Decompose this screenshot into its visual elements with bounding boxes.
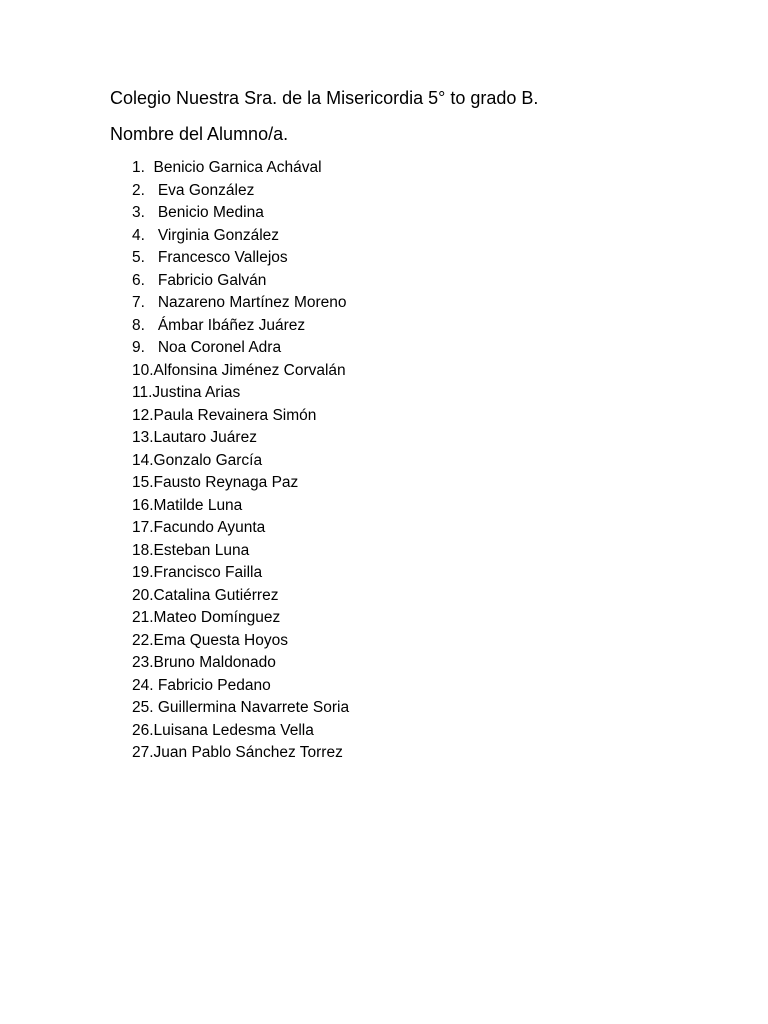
list-item (132, 472, 349, 495)
list-item (132, 225, 349, 248)
list-item (132, 540, 349, 563)
student-entry: 7. Nazareno Martínez Moreno (132, 294, 347, 311)
student-entry: 2. Eva González (132, 181, 255, 199)
student-entry: 24. Fabricio Pedano (132, 676, 271, 694)
student-entry: 21.Mateo Domínguez (132, 609, 281, 626)
student-entry: 15.Fausto Reynaga Paz (132, 474, 299, 491)
list-item (132, 495, 349, 518)
student-entry: 20.Catalina Gutiérrez (132, 586, 279, 604)
list-item (132, 315, 349, 338)
student-entry: 6. Fabricio Galván (132, 271, 267, 289)
list-item (132, 405, 349, 428)
list-item (132, 585, 349, 608)
list-item (132, 630, 349, 653)
list-item (132, 652, 349, 675)
student-entry: 16.Matilde Luna (132, 496, 243, 514)
list-item (132, 157, 349, 180)
student-entry: 23.Bruno Maldonado (132, 654, 276, 671)
list-item (132, 720, 349, 743)
list-item (132, 382, 349, 405)
student-entry: 12.Paula Revainera Simón (132, 406, 317, 424)
student-entry: 10.Alfonsina Jiménez Corvalán (132, 361, 346, 379)
list-item (132, 675, 349, 698)
document-subtitle: Nombre del Alumno/a. (110, 124, 289, 144)
list-item (132, 562, 349, 585)
student-entry: 18.Esteban Luna (132, 541, 250, 559)
student-entry: 25. Guillermina Navarrete Soria (132, 699, 350, 716)
student-entry: 22.Ema Questa Hoyos (132, 631, 288, 649)
list-item (132, 450, 349, 473)
list-item (132, 247, 349, 270)
list-item (132, 517, 349, 540)
list-item (132, 427, 349, 450)
student-entry: 5. Francesco Vallejos (132, 249, 288, 266)
list-item (132, 202, 349, 225)
student-entry: 4. Virginia González (132, 226, 280, 244)
student-entry: 3. Benicio Medina (132, 204, 264, 221)
list-item (132, 607, 349, 630)
student-entry: 17.Facundo Ayunta (132, 519, 266, 536)
student-entry: 27.Juan Pablo Sánchez Torrez (132, 744, 343, 761)
list-item (132, 360, 349, 383)
list-item (132, 180, 349, 203)
list-item (132, 742, 349, 765)
student-entry: 19.Francisco Failla (132, 564, 263, 581)
student-entry: 14.Gonzalo García (132, 451, 263, 469)
student-entry: 13.Lautaro Juárez (132, 429, 257, 446)
student-entry: 1. Benicio Garnica Achával (132, 159, 322, 176)
student-list (132, 157, 349, 765)
student-entry: 8. Ámbar Ibáñez Juárez (132, 316, 306, 334)
student-entry: 11.Justina Arias (132, 384, 241, 401)
list-item (132, 292, 349, 315)
list-item (132, 697, 349, 720)
list-item (132, 337, 349, 360)
list-item (132, 270, 349, 293)
student-entry: 26.Luisana Ledesma Vella (132, 721, 314, 739)
document-title: Colegio Nuestra Sra. de la Misericordia 5° to grado B. (110, 88, 539, 108)
student-entry: 9. Noa Coronel Adra (132, 339, 282, 356)
